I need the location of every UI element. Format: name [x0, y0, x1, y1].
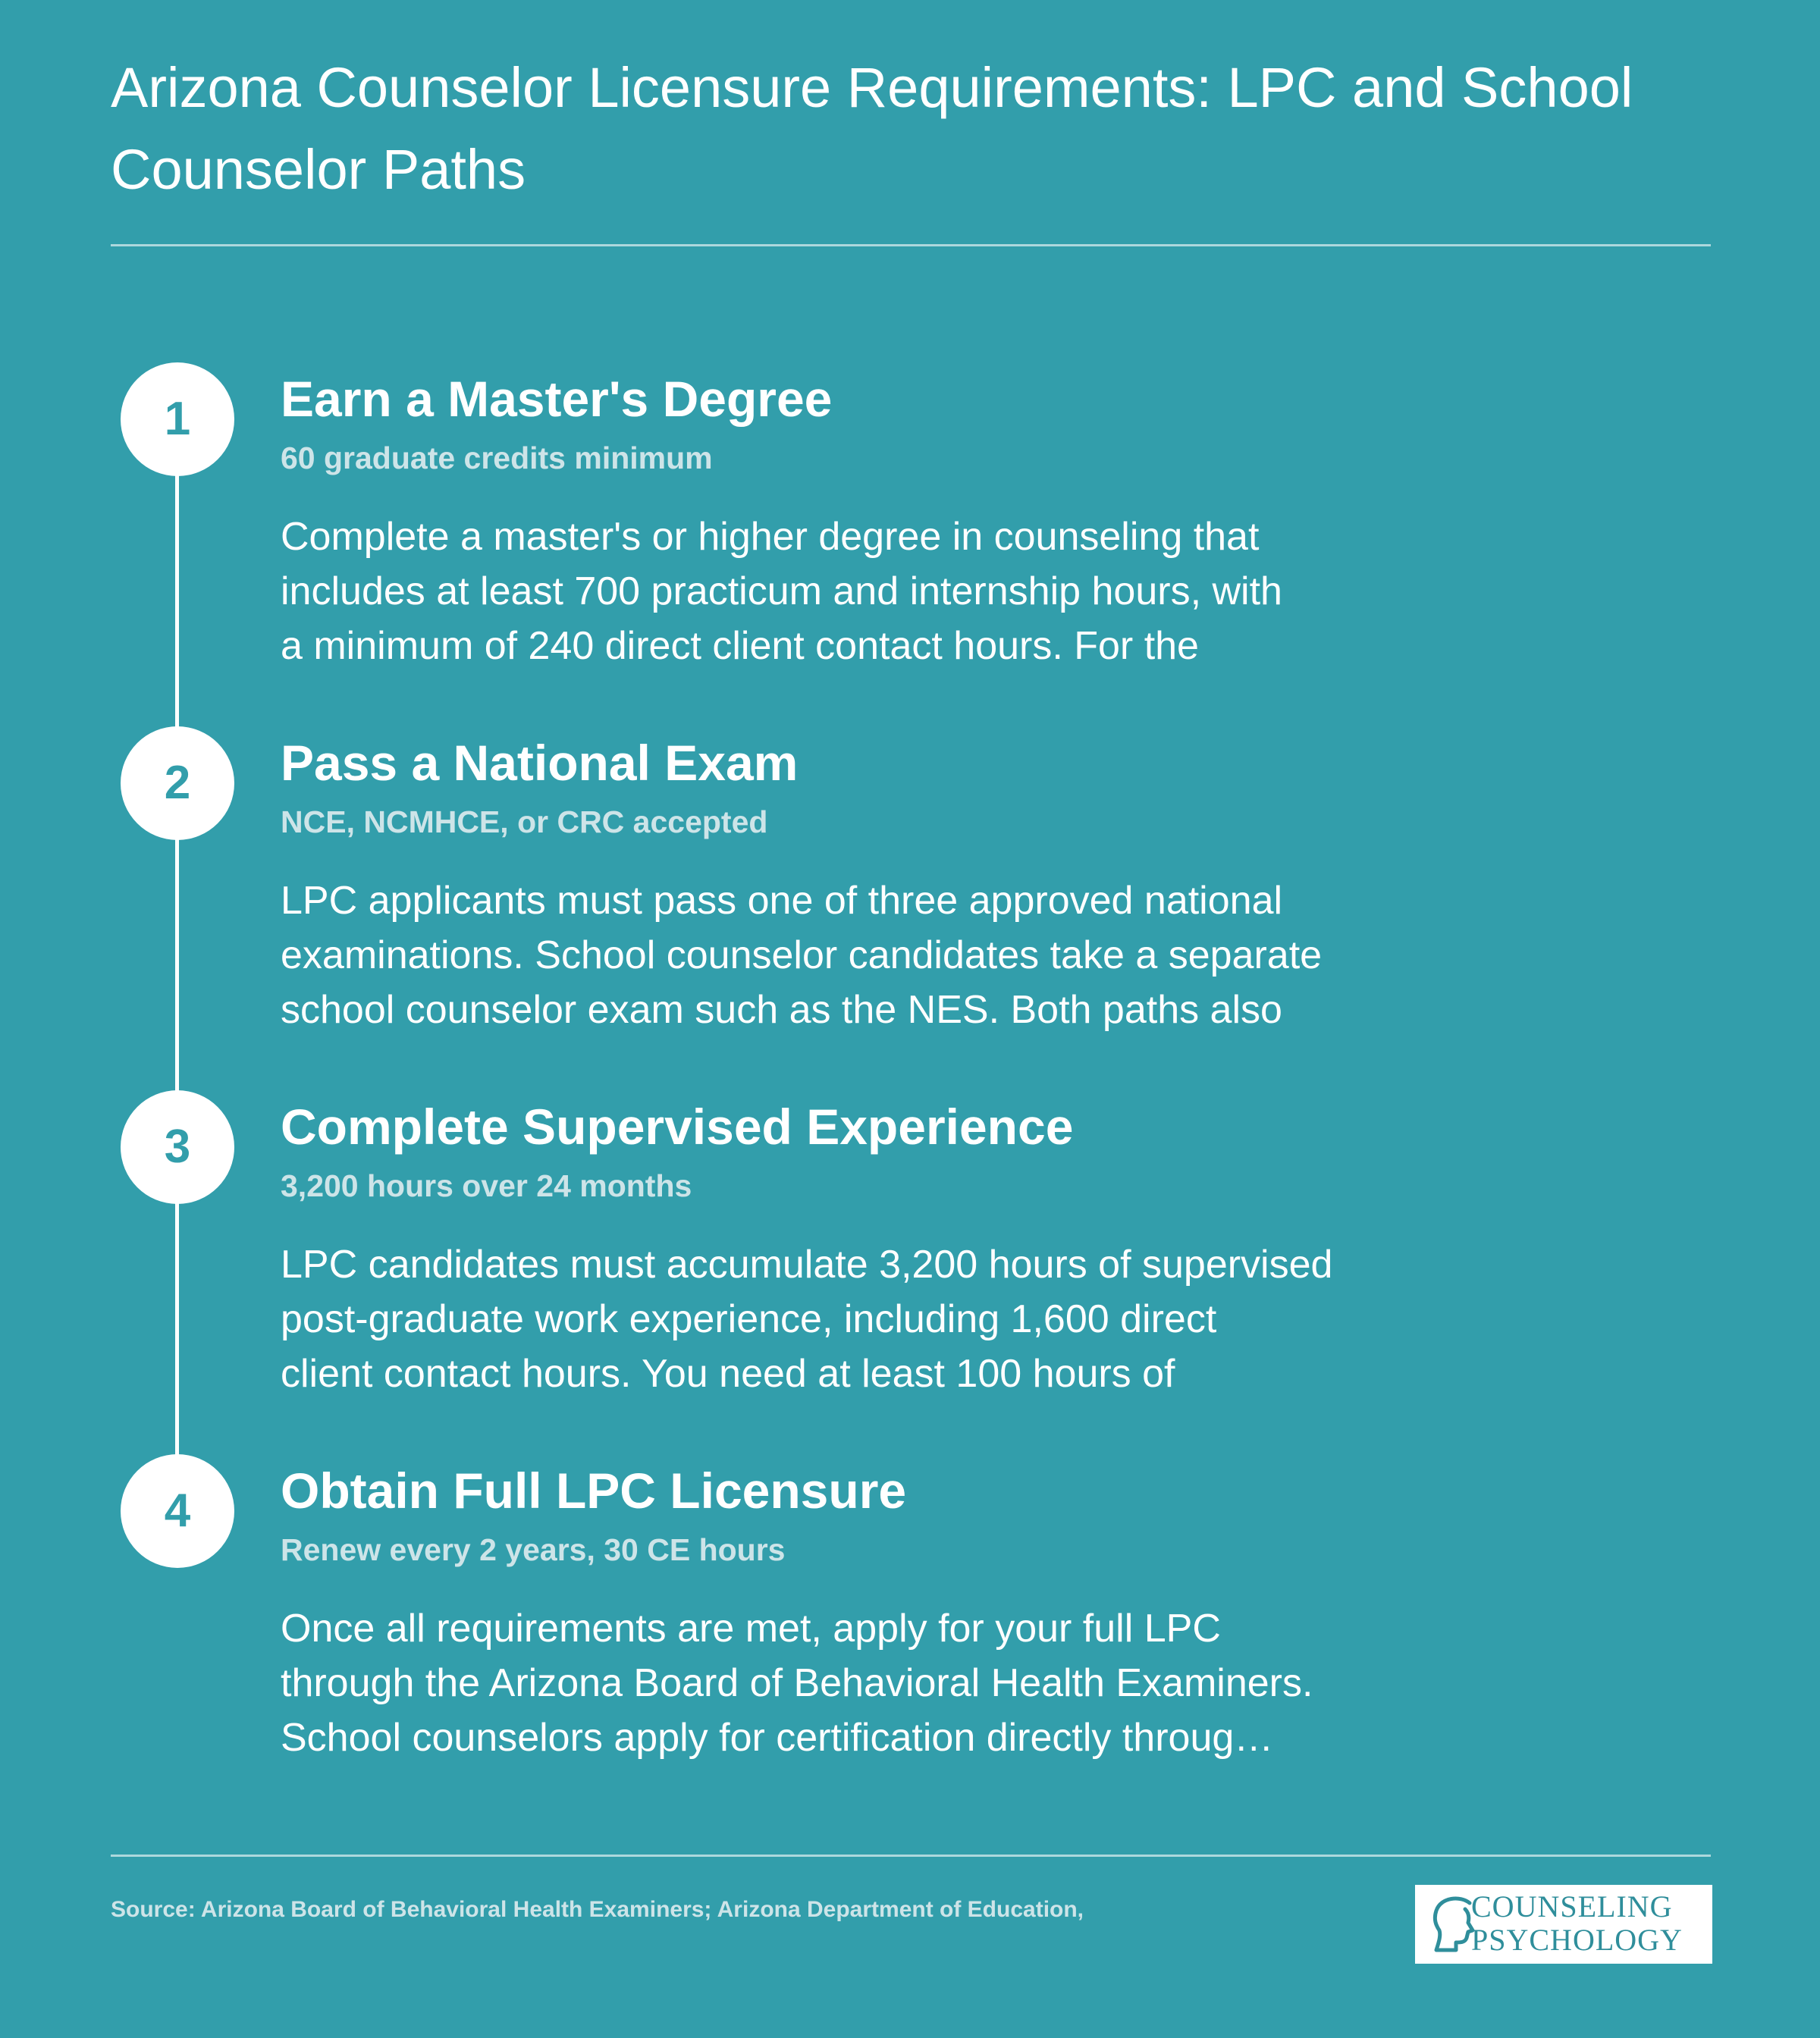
page-title: Arizona Counselor Licensure Requirements: LPC and School Counselor Paths — [111, 56, 1633, 201]
step-title: Complete Supervised Experience — [281, 1099, 1074, 1155]
step-title: Obtain Full LPC Licensure — [281, 1463, 907, 1519]
step-number-badge: 1 — [121, 362, 234, 476]
source-note: Source: Arizona Board of Behavioral Health Examiners; Arizona Department of Education, — [111, 1897, 1084, 1922]
step-description: LPC candidates must accumulate 3,200 hours of supervised post-graduate work experience, including 1,600 direct client contact hours. You need at least 100 hours of — [281, 1243, 1333, 1396]
step-number-badge: 4 — [121, 1454, 234, 1568]
logo-text-line2: PSYCHOLOGY — [1471, 1923, 1683, 1957]
step-description: LPC applicants must pass one of three approved national examinations. School counselor candidates take a separate school counselor exam such as the NES. Both paths also — [281, 879, 1323, 1032]
step-number-badge: 2 — [121, 726, 234, 840]
step-subtitle: Renew every 2 years, 30 CE hours — [281, 1532, 786, 1567]
step-description: Complete a master's or higher degree in counseling that includes at least 700 practicum and internship hours, with a minimum of 240 direct client contact hours. For the — [281, 515, 1282, 668]
step-title: Earn a Master's Degree — [281, 371, 833, 427]
step-title: Pass a National Exam — [281, 735, 799, 791]
timeline-line — [175, 394, 179, 1486]
step-subtitle: NCE, NCMHCE, or CRC accepted — [281, 804, 768, 839]
header-divider — [111, 244, 1711, 246]
step-subtitle: 60 graduate credits minimum — [281, 441, 713, 475]
logo-text-line1: COUNSELING — [1471, 1889, 1673, 1924]
footer-divider — [111, 1855, 1711, 1857]
head-profile-icon — [1430, 1895, 1476, 1955]
counseling-psychology-logo — [1415, 1885, 1712, 1964]
step-number-badge: 3 — [121, 1090, 234, 1204]
step-subtitle: 3,200 hours over 24 months — [281, 1168, 692, 1203]
step-description: Once all requirements are met, apply for your full LPC through the Arizona Board of Behavioral Health Examiners. School counselors apply for certification directly throug… — [281, 1607, 1313, 1760]
